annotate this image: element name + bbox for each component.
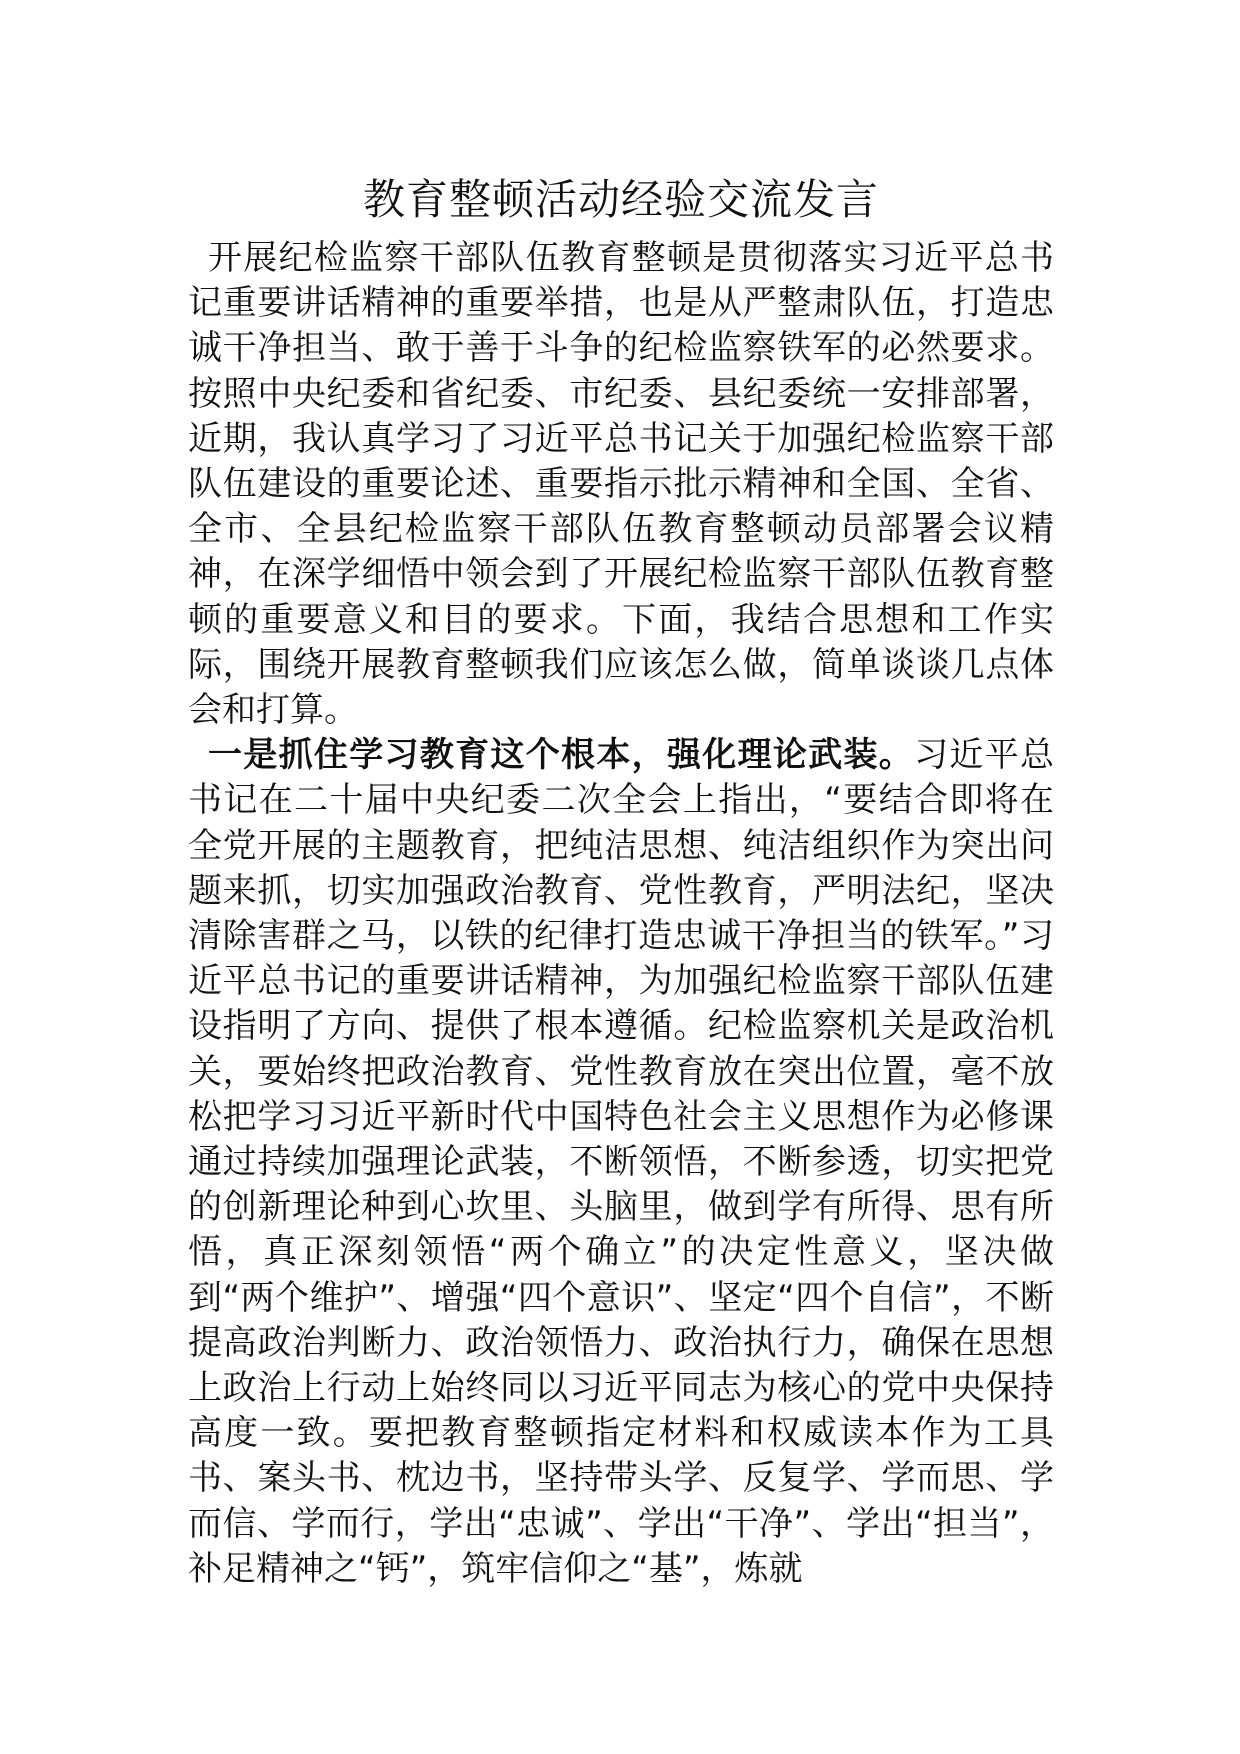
paragraph-point-one <box>188 733 1054 1592</box>
paragraph-text: 习近平总书记在二十届中央纪委二次全会上指出，“要结合即将在全党开展的主题教育，把纯洁思想、纯洁组织作为突出问题来抓，切实加强政治教育、党性教育，严明法纪，坚决清除害群之马，以铁的纪律打造忠诚干净担当的铁军。”习近平总书记的重要讲话精神，为加强纪检监察干部队伍建设指明了方向、提供了根本遵循。纪检监察机关是政治机关，要始终把政治教育、党性教育放在突出位置，毫不放松把学习习近平新时代中国特色社会主义思想作为必修课通过持续加强理论武装，不断领悟，不断参透，切实把党的创新理论种到心坎里、头脑里，做到学有所得、思有所悟，真正深刻领悟“两个确立”的决定性意义，坚决做到“两个维护”、增强“四个意识”、坚定“四个自信”，不断提高政治判断力、政治领悟力、政治执行力，确保在思想上政治上行动上始终同以习近平同志为核心的党中央保持高度一致。要把教育整顿指定材料和权威读本作为工具书、案头书、枕边书，坚持带头学、反复学、学而思、学而信、学而行，学出“忠诚”、学出“干净”、学出“担当”，补足精神之“钙”，筑牢信仰之“基”，炼就 <box>188 735 1055 1589</box>
document-title: 教育整顿活动经验交流发言 <box>362 175 879 224</box>
document-page <box>188 170 1054 1592</box>
paragraph-text: 开展纪检监察干部队伍教育整顿是贯彻落实习近平总书记重要讲话精神的重要举措，也是从严整肃队伍，打造忠诚干净担当、敢于善于斗争的纪检监察铁军的必然要求。按照中央纪委和省纪委、市纪委、县纪委统一安排部署，近期，我认真学习了习近平总书记关于加强纪检监察干部队伍建设的重要论述、重要指示批示精神和全国、全省、全市、全县纪检监察干部队伍教育整顿动员部署会议精神，在深学细悟中领会到了开展纪检监察干部队伍教育整顿的重要意义和目的要求。下面，我结合思想和工作实际，围绕开展教育整顿我们应该怎么做，简单谈谈几点体会和打算。 <box>188 238 1054 731</box>
paragraph-intro <box>188 236 1054 733</box>
paragraph-lead: 一是抓住学习教育这个根本，强化理论武装。 <box>208 735 915 776</box>
